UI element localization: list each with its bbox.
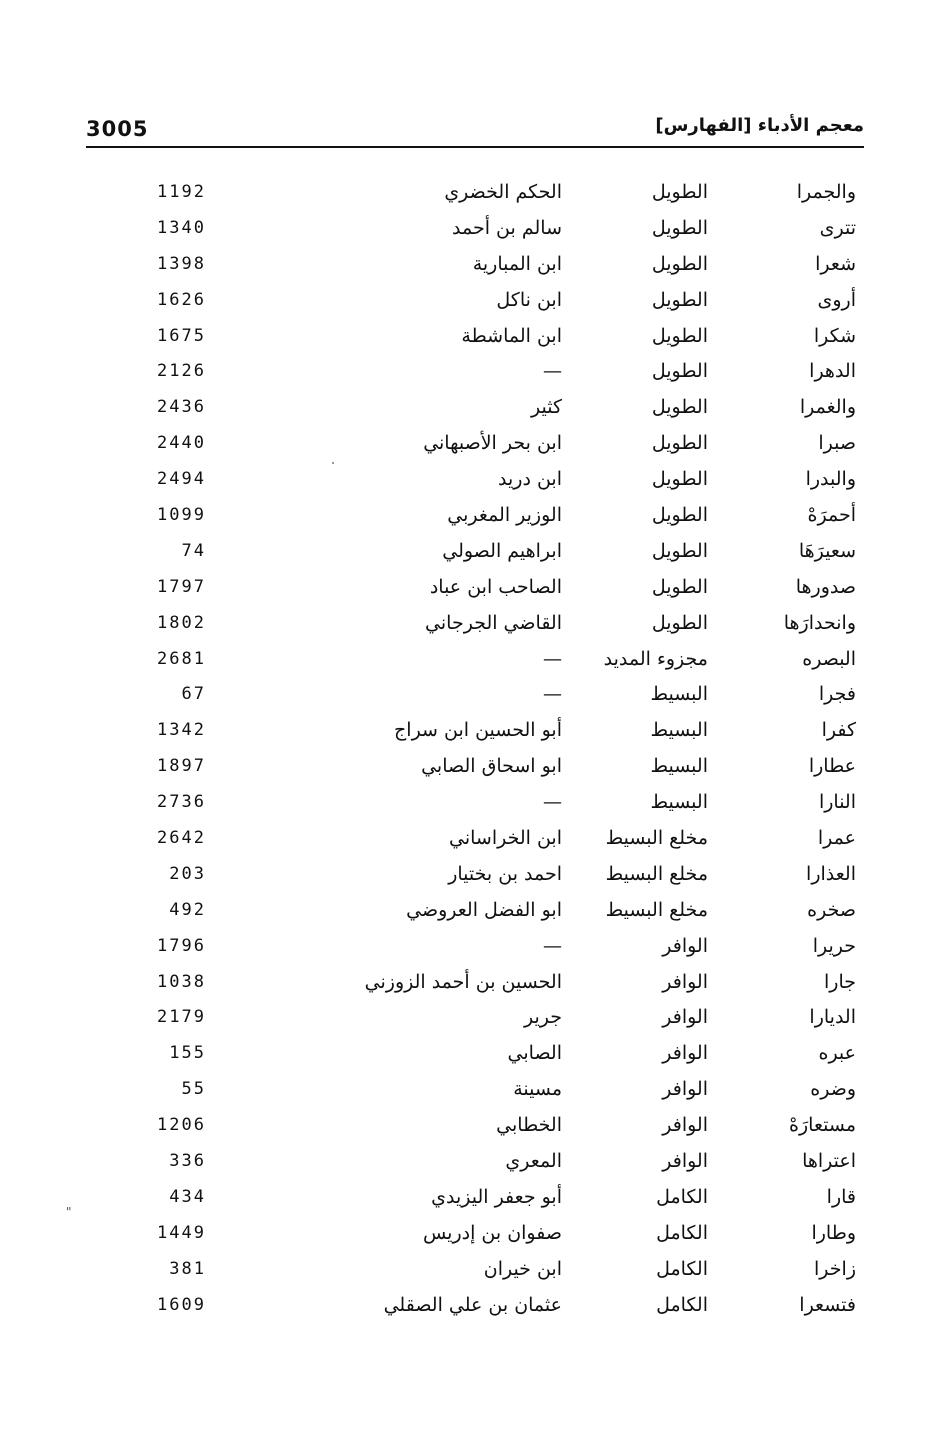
index-row bbox=[0, 857, 932, 893]
rhyme-word: كفرا bbox=[821, 719, 856, 742]
index-row bbox=[0, 1288, 932, 1324]
meter-name: البسيط bbox=[650, 791, 708, 814]
index-row bbox=[0, 749, 932, 785]
index-row bbox=[0, 1036, 932, 1072]
index-row bbox=[0, 1252, 932, 1288]
rhyme-word: البصره bbox=[802, 647, 856, 670]
poet-name: ابن ناكل bbox=[496, 288, 562, 311]
page-reference: 2494 bbox=[157, 469, 206, 490]
index-row bbox=[0, 1000, 932, 1036]
page-reference: 1099 bbox=[157, 505, 206, 526]
rhyme-word: وضره bbox=[810, 1078, 856, 1101]
rhyme-word: عمرا bbox=[817, 827, 856, 850]
poet-name: أبو الحسين ابن سراج bbox=[394, 719, 562, 742]
rhyme-word: العذارا bbox=[806, 862, 856, 885]
index-row bbox=[0, 821, 932, 857]
rhyme-word: فجرا bbox=[818, 683, 856, 706]
index-row bbox=[0, 498, 932, 534]
index-row bbox=[0, 785, 932, 821]
rhyme-word: مستعارَهْ bbox=[789, 1114, 856, 1137]
rhyme-word: صبرا bbox=[818, 432, 856, 455]
rhyme-word: النارا bbox=[818, 791, 856, 814]
index-row bbox=[0, 1144, 932, 1180]
rhyme-word: اعتراها bbox=[802, 1150, 856, 1173]
rhyme-word: الديارا bbox=[809, 1006, 856, 1029]
page-reference: 203 bbox=[169, 863, 206, 884]
rhyme-word: زاخرا bbox=[814, 1257, 856, 1280]
page-reference: 1675 bbox=[157, 325, 206, 346]
index-row bbox=[0, 1072, 932, 1108]
index-row bbox=[0, 965, 932, 1001]
meter-name: مجزوء المديد bbox=[603, 647, 708, 670]
meter-name: مخلع البسيط bbox=[605, 827, 708, 850]
poet-name: ابن المبارية bbox=[472, 252, 562, 275]
meter-name: الوافر bbox=[662, 970, 708, 993]
meter-name: البسيط bbox=[650, 719, 708, 742]
index-row bbox=[0, 211, 932, 247]
rhyme-word: فتسعرا bbox=[799, 1293, 856, 1316]
page-reference: 1340 bbox=[157, 217, 206, 238]
page-reference: 1038 bbox=[157, 971, 206, 992]
page-reference: 1398 bbox=[157, 253, 206, 274]
meter-name: الطويل bbox=[651, 611, 708, 634]
page-reference: 2681 bbox=[157, 648, 206, 669]
page-reference: 1192 bbox=[157, 182, 206, 202]
index-row bbox=[0, 462, 932, 498]
page-reference: 2642 bbox=[157, 828, 206, 849]
page-reference: 336 bbox=[169, 1151, 206, 1172]
poet-name: الخطابي bbox=[496, 1114, 562, 1137]
index-row bbox=[0, 390, 932, 426]
poet-name: ابو اسحاق الصابي bbox=[421, 755, 562, 778]
rhyme-word: أروى bbox=[817, 288, 856, 311]
meter-name: الطويل bbox=[651, 468, 708, 491]
poet-name: الحسين بن أحمد الزوزني bbox=[364, 970, 562, 993]
page-reference: 2440 bbox=[157, 433, 206, 454]
rhyme-word: سعيرَهَا bbox=[798, 539, 856, 562]
page-reference: 2736 bbox=[157, 792, 206, 813]
index-row bbox=[0, 175, 932, 211]
page-reference: 1897 bbox=[157, 756, 206, 777]
index-row bbox=[0, 1216, 932, 1252]
meter-name: الكامل bbox=[656, 1185, 708, 1208]
meter-name: الطويل bbox=[651, 575, 708, 598]
page-reference: 1802 bbox=[157, 612, 206, 633]
poet-name: المعري bbox=[505, 1150, 562, 1173]
index-row bbox=[0, 426, 932, 462]
rhyme-word: وانحدارَها bbox=[783, 611, 856, 634]
poet-name: جرير bbox=[524, 1006, 562, 1029]
page-reference: 55 bbox=[181, 1079, 206, 1100]
poet-name: — bbox=[543, 360, 562, 383]
meter-name: الوافر bbox=[662, 934, 708, 957]
rhyme-index-table bbox=[0, 175, 932, 1324]
rhyme-word: تترى bbox=[819, 216, 856, 239]
page-reference: 492 bbox=[169, 899, 206, 920]
index-row bbox=[0, 1108, 932, 1144]
meter-name: الطويل bbox=[651, 252, 708, 275]
meter-name: الكامل bbox=[656, 1221, 708, 1244]
meter-name: الطويل bbox=[651, 539, 708, 562]
meter-name: الكامل bbox=[656, 1257, 708, 1280]
rhyme-word: شعرا bbox=[815, 252, 856, 275]
poet-name: ابن الماشطة bbox=[461, 324, 562, 347]
index-row bbox=[0, 247, 932, 283]
poet-name: احمد بن بختيار bbox=[448, 862, 562, 885]
meter-name: الوافر bbox=[662, 1078, 708, 1101]
poet-name: ابن خيران bbox=[483, 1257, 562, 1280]
poet-name: ابراهيم الصولي bbox=[442, 539, 562, 562]
page-reference: 2436 bbox=[157, 397, 206, 418]
index-row bbox=[0, 283, 932, 319]
meter-name: الطويل bbox=[651, 360, 708, 383]
poet-name: — bbox=[543, 683, 562, 706]
meter-name: الطويل bbox=[651, 216, 708, 239]
rhyme-word: عطارا bbox=[808, 755, 856, 778]
meter-name: الطويل bbox=[651, 181, 708, 203]
poet-name: سالم بن أحمد bbox=[452, 216, 562, 239]
index-row bbox=[0, 606, 932, 642]
poet-name: مسينة bbox=[513, 1078, 562, 1101]
page-reference: 381 bbox=[169, 1258, 206, 1279]
index-row bbox=[0, 713, 932, 749]
poet-name: الصابي bbox=[507, 1042, 562, 1065]
poet-name: عثمان بن علي الصقلي bbox=[383, 1293, 562, 1316]
rhyme-word: أحمرَهْ bbox=[807, 504, 856, 527]
running-title: معجم الأدباء [الفهارس] bbox=[655, 115, 864, 136]
index-row bbox=[0, 642, 932, 678]
page-reference: 1206 bbox=[157, 1115, 206, 1136]
index-row bbox=[0, 319, 932, 355]
page-reference: 1609 bbox=[157, 1294, 206, 1315]
page-reference: 2126 bbox=[157, 361, 206, 382]
rhyme-word: قارا bbox=[826, 1185, 856, 1208]
poet-name: كثير bbox=[531, 396, 562, 419]
meter-name: مخلع البسيط bbox=[605, 862, 708, 885]
meter-name: الوافر bbox=[662, 1114, 708, 1137]
meter-name: الطويل bbox=[651, 432, 708, 455]
page-reference: 74 bbox=[181, 540, 206, 561]
poet-name: ابن الخراساني bbox=[449, 827, 562, 850]
rhyme-word: الدهرا bbox=[809, 360, 856, 383]
poet-name: صفوان بن إدريس bbox=[422, 1221, 562, 1244]
meter-name: الطويل bbox=[651, 396, 708, 419]
poet-name: القاضي الجرجاني bbox=[425, 611, 562, 634]
meter-name: البسيط bbox=[650, 683, 708, 706]
rhyme-word: جارا bbox=[824, 970, 856, 993]
poet-name: ابو الفضل العروضي bbox=[406, 898, 562, 921]
meter-name: الوافر bbox=[662, 1150, 708, 1173]
page-reference: 155 bbox=[169, 1043, 206, 1064]
poet-name: — bbox=[543, 791, 562, 814]
meter-name: الطويل bbox=[651, 504, 708, 527]
index-row bbox=[0, 354, 932, 390]
index-row bbox=[0, 893, 932, 929]
page-reference: 434 bbox=[169, 1186, 206, 1207]
index-row bbox=[0, 677, 932, 713]
rhyme-word: حريرا bbox=[812, 934, 856, 957]
page-reference: 1449 bbox=[157, 1222, 206, 1243]
page-reference: 1342 bbox=[157, 720, 206, 741]
rhyme-word: والبدرا bbox=[805, 468, 856, 491]
poet-name: — bbox=[543, 647, 562, 670]
meter-name: الطويل bbox=[651, 288, 708, 311]
poet-name: — bbox=[543, 934, 562, 957]
poet-name: ابن دريد bbox=[498, 468, 562, 491]
meter-name: مخلع البسيط bbox=[605, 898, 708, 921]
page-header bbox=[86, 113, 864, 149]
page-number: 3005 bbox=[86, 117, 149, 141]
rhyme-word: والجمرا bbox=[796, 181, 856, 203]
print-speck bbox=[332, 462, 334, 464]
rhyme-word: شكرا bbox=[813, 324, 856, 347]
rhyme-word: وطارا bbox=[811, 1221, 856, 1244]
poet-name: أبو جعفر اليزيدي bbox=[431, 1185, 562, 1208]
rhyme-word: والغمرا bbox=[799, 396, 856, 419]
index-row bbox=[0, 929, 932, 965]
page-reference: 1626 bbox=[157, 289, 206, 310]
poet-name: ابن بحر الأصبهاني bbox=[423, 432, 562, 455]
page-reference: 1796 bbox=[157, 935, 206, 956]
page-reference: 1797 bbox=[157, 576, 206, 597]
rhyme-word: عبره bbox=[818, 1042, 856, 1065]
margin-mark: " bbox=[66, 1205, 72, 1219]
meter-name: الوافر bbox=[662, 1042, 708, 1065]
rhyme-word: صدورها bbox=[795, 575, 856, 598]
meter-name: الطويل bbox=[651, 324, 708, 347]
poet-name: الصاحب ابن عباد bbox=[429, 575, 562, 598]
meter-name: الكامل bbox=[656, 1293, 708, 1316]
index-row bbox=[0, 1180, 932, 1216]
page-reference: 2179 bbox=[157, 1007, 206, 1028]
poet-name: الوزير المغربي bbox=[447, 504, 562, 527]
index-row bbox=[0, 534, 932, 570]
index-row bbox=[0, 570, 932, 606]
meter-name: الوافر bbox=[662, 1006, 708, 1029]
poet-name: الحكم الخضري bbox=[444, 181, 562, 203]
rhyme-word: صخره bbox=[807, 898, 856, 921]
header-rule bbox=[86, 146, 864, 148]
page-reference: 67 bbox=[181, 684, 206, 705]
meter-name: البسيط bbox=[650, 755, 708, 778]
